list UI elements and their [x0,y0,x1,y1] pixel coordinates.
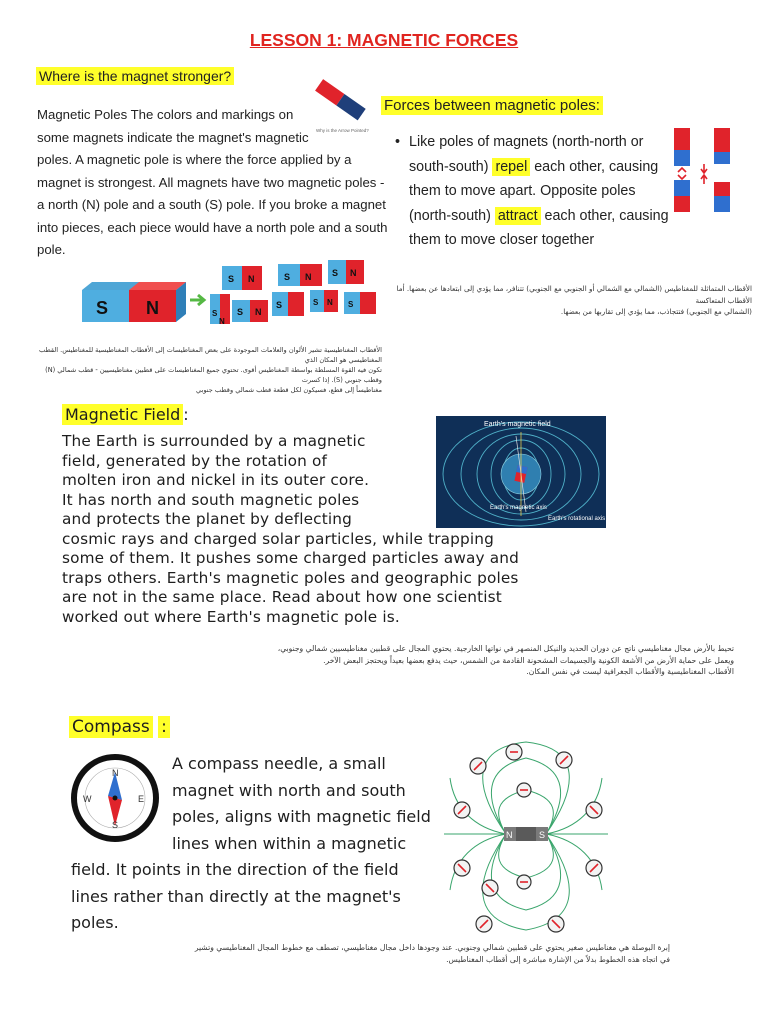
compass-heading: Compass : [69,717,170,737]
svg-text:N: N [219,317,225,326]
bar-magnet-label-n: N [506,830,513,840]
page-title: LESSON 1: MAGNETIC FORCES [249,30,519,50]
bullet-line: (north-south) attract each other, causing [409,207,669,224]
compass-letter-s: S [112,820,119,830]
compass-arabic-text: إبرة البوصلة هي مغناطيس صغير يحتوي على قطبين شمالي وجنوبي. عند وجودها داخل مجال مغناطيسي، تصطف مع خطوط المجال المغناطيسي وتشير في اتجاه هذه الخطوط بدلاً من الإشارة مباشرة إلى أقطاب المغناطيس. [194,943,670,964]
piece-label-n: N [146,298,159,318]
section-where-heading: Where is the magnet stronger? [36,68,234,84]
bullet-line: them to move apart. Opposite poles [409,183,636,199]
compass-paragraph-bottom: field. It points in the direction of the field lines rather than directly at the magnet's poles. [71,860,401,932]
forces-bullet [395,130,669,253]
bullet-line: them to move closer together [409,232,595,248]
svg-text:N: N [248,274,255,284]
repel-highlight: repel [492,158,530,176]
svg-text:N: N [305,272,312,282]
poles-arabic-text: الأقطاب المغناطيسية تشير الألوان والعلامات الموجودة على بعض المغناطيسات إلى الأقطاب المغناطيسية للمغناطيس. القطب المغناطيسي هو المكان الذي تكون فيه القوة المسلطة بواسطة المغناطيس أقوى. تحتوي جميع المغناطيسات على قطبين مغناطيسيين - قطب شمالي (N) وقطب جنوبي (S). إذا كسرت مغناطيساً إلى قطع، فسيكون لكل قطعة قطب شمالي وقطب جنوبي [39,346,382,394]
svg-text:N: N [327,298,333,307]
svg-text:N: N [350,268,357,278]
svg-text:S: S [284,272,291,282]
compass-image [70,750,160,846]
magnetic-field-heading: Magnetic Field : [62,405,189,424]
bullet-line: south-south) repel each other, causing [409,158,659,175]
repel-attract-magnets-image [674,128,730,214]
figure-label-rotational-axis: Earth's rotational axis [548,516,606,522]
broken-magnet-pieces-image [82,256,382,336]
pieces-group [210,260,376,326]
forces-heading: Forces between magnetic poles: [381,97,603,114]
svg-text:S: S [313,298,319,307]
svg-text:S: S [332,268,339,278]
magnetic-poles-paragraph: Magnetic Poles The colors and markings on some magnets indicate the magnet's magnetic poles. A magnetic pole is where the force applied by a magnet is strongest. All magnets have two magnetic poles - a north (N) pole and a south (S) pole. If you broke a magnet into pieces, each piece would have a north pole and a south pole. [37,107,388,257]
compass-letter-w: W [83,794,92,804]
bullet-dot: • [395,134,401,150]
bar-magnet-field-compasses-image [444,738,608,944]
bar-magnet-label-s: S [539,830,546,840]
svg-text:S: S [212,309,218,318]
magnet-caption: Why is the Arrow Pointed? [316,128,369,133]
compass-letter-e: E [138,794,145,804]
svg-text:S: S [228,274,235,284]
figure-title: Earth's magnetic field [484,421,551,428]
tilted-magnet-image [304,72,374,140]
bullet-line: • Like poles of magnets (north-north or [395,130,669,155]
figure-label-magnetic-axis: Earth's magnetic axis [490,505,547,511]
magnetic-field-paragraph: The Earth is surrounded by a magnetic field, generated by the rotation of molten iron and nickel in its outer core. It has north and south magnetic poles and protects the planet by deflecting cosmic rays and charged solar particles, while trapping some of them. It pushes some charged particles away and traps others. Earth's magnetic poles and geographic poles are not in the same place. Read about how one scientist worked out where Earth's magnetic pole is. [62,432,519,626]
svg-text:S: S [276,300,283,310]
attract-highlight: attract [495,207,541,225]
piece-label-s: S [96,298,109,318]
svg-text:S: S [237,307,244,317]
compass-paragraph-top: A compass needle, a small magnet with north and south poles, aligns with magnetic field lines when within a magnetic [172,754,431,853]
svg-text:N: N [255,307,262,317]
forces-arabic-text: الأقطاب المتماثلة للمغناطيس (الشمالي مع الشمالي أو الجنوبي مع الجنوبي) تتنافر، مما يؤدي إلى ابتعادها عن بعضها. أما الأقطاب المتعاكسة (الشمالي مع الجنوبي) فتتجاذب، مما يؤدي إلى تقاربها من بعضها. [396,284,752,316]
svg-text:S: S [348,300,354,309]
compass-letter-n: N [112,768,119,778]
earth-magnetic-field-image [436,416,606,528]
field-arabic-text: تحيط بالأرض مجال مغناطيسي ناتج عن دوران الحديد والنيكل المنصهر في نواتها الخارجية. يحتوي المجال على قطبين مغناطيسيين شمالي وجنوبي، ويعمل على حماية الأرض من الأشعة الكونية والجسيمات المشحونة القادمة من الشمس، حيث يدفع بعضها بعيداً ويحتجز البعض الآخر. الأقطاب المغناطيسية والأقطاب الجغرافية ليست في نفس المكان. [277,644,734,676]
